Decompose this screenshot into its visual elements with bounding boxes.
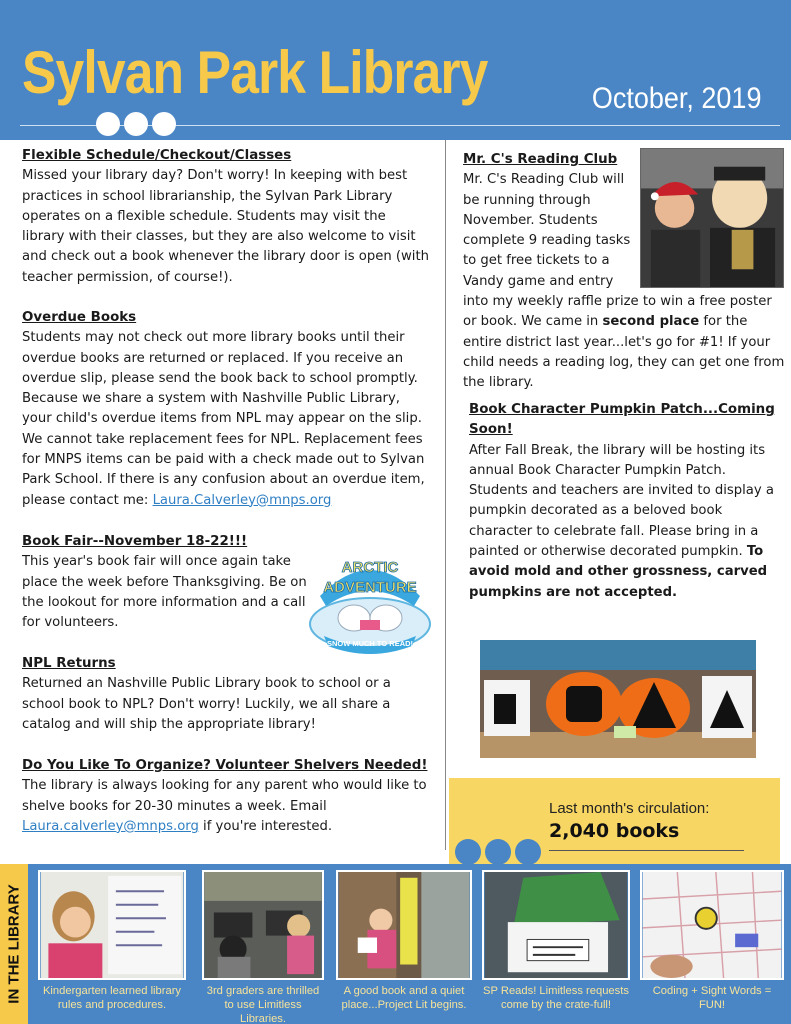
section-pumpkin-patch	[469, 400, 785, 603]
club-text: for the entire district last year...let's go for #1! If your child needs a reading log, they can get one from the library.	[463, 314, 785, 391]
section-body: The library is always looking for any parent who would like to shelve books for 20-30 minutes a week. Email	[22, 778, 427, 814]
section-heading: Book Fair--November 18-22!!!	[22, 534, 248, 549]
book-fair-logo	[306, 546, 434, 656]
header-banner	[0, 0, 791, 140]
column-divider	[445, 140, 446, 850]
club-line: November. Students	[463, 212, 598, 228]
club-line: to get free tickets to a	[463, 253, 610, 269]
dot	[152, 112, 176, 136]
section-overdue-books	[22, 308, 432, 511]
strip-caption: 3rd graders are thrilled to use Limitless Libraries.	[206, 985, 320, 1024]
section-heading: Overdue Books	[22, 310, 137, 325]
strip-caption: SP Reads! Limitless requests come by the crate-full!	[483, 985, 629, 1011]
section-body-tail: if you're interested.	[198, 818, 333, 834]
dot	[96, 112, 120, 136]
section-book-fair	[22, 532, 312, 633]
strip-caption: A good book and a quiet place...Project Lit begins.	[341, 985, 467, 1011]
pumpkin-display-photo	[480, 640, 756, 758]
club-text-bold: second place	[602, 314, 700, 330]
section-heading: Book Character Pumpkin Patch...Coming Soon!	[469, 402, 775, 438]
club-line: be running through	[463, 192, 591, 208]
logo-slogan: SNOW MUCH TO READ!	[326, 639, 414, 648]
section-body: Missed your library day? Don't worry! In keeping with best practices in school librarianship, the Sylvan Park Library operates on a flexible schedule. Students may visit the library with their classes, but they are also welcome to visit and check out a book whenever the library door is open (with teacher permission, of course!).	[22, 168, 429, 285]
section-heading: Mr. C's Reading Club	[463, 152, 618, 167]
club-line: Mr. C's Reading Club will	[463, 172, 625, 188]
reading-club-photo	[640, 148, 784, 288]
email-link[interactable]: Laura.Calverley@mnps.org	[152, 492, 332, 508]
circulation-underline	[549, 850, 744, 851]
section-body: This year's book fair will once again take place the week before Thanksgiving. Be on the lookout for more information and a call for volunteers.	[22, 554, 307, 631]
dot	[485, 839, 511, 865]
header-dots	[96, 112, 176, 136]
section-body: Students may not check out more library books until their overdue books are returned or replaced. If you receive an overdue slip, please send the book back to school promptly. Because we share a system with Nashville Public Library, your child's overdue items from NPL may appear on the slip. We cannot take replacement fees for NPL. Replacement fees for MNPS items can be paid with a check made out to Sylvan Park School. If there is any confusion about an overdue item, please contact me:	[22, 330, 425, 508]
section-volunteer-shelvers	[22, 756, 432, 837]
dot	[515, 839, 541, 865]
circulation-label: Last month's circulation:	[549, 800, 710, 817]
project-lit-photo	[336, 870, 472, 980]
club-line: Vandy game and entry	[463, 273, 614, 289]
section-body-bold: To avoid mold and other grossness, carved pumpkins are not accepted.	[469, 544, 768, 600]
strip-caption: Coding + Sight Words = FUN!	[652, 985, 772, 1011]
coding-sight-words-photo	[640, 870, 784, 980]
dot	[455, 839, 481, 865]
limitless-crate-photo	[482, 870, 630, 980]
newsletter-title: Sylvan Park Library	[22, 39, 488, 106]
email-link[interactable]: Laura.calverley@mnps.org	[22, 818, 199, 834]
circulation-value: 2,040 books	[549, 820, 680, 842]
strip-caption: Kindergarten learned library rules and procedures.	[42, 985, 182, 1011]
circulation-dots	[455, 839, 541, 865]
club-line: complete 9 reading tasks	[463, 233, 631, 249]
kindergarten-photo	[38, 870, 186, 980]
section-heading: Flexible Schedule/Checkout/Classes	[22, 148, 292, 163]
logo-word-top: ARCTIC	[341, 559, 399, 576]
strip-label: IN THE LIBRARY	[5, 884, 23, 1004]
newsletter-date: October, 2019	[591, 82, 761, 115]
section-heading: NPL Returns	[22, 656, 116, 671]
section-body: Returned an Nashville Public Library book to school or a school book to NPL? Don't worry! Luckily, we all share a catalog and will ship the appropriate library!	[22, 676, 391, 732]
dot	[124, 112, 148, 136]
club-text: into my weekly raffle prize to win a free poster or book. We came in	[463, 294, 772, 330]
logo-word-mid: ADVENTURE	[323, 579, 417, 596]
section-body: After Fall Break, the library will be hosting its annual Book Character Pumpkin Patch. Students and teachers are invited to display a pumpkin decorated as a beloved book character to celebrate fall. Please bring in a painted or otherwise decorated pumpkin.	[469, 442, 774, 560]
third-graders-photo	[202, 870, 324, 980]
section-flexible-schedule	[22, 146, 432, 288]
section-heading: Do You Like To Organize? Volunteer Shelvers Needed!	[22, 758, 428, 773]
section-npl-returns	[22, 654, 432, 735]
